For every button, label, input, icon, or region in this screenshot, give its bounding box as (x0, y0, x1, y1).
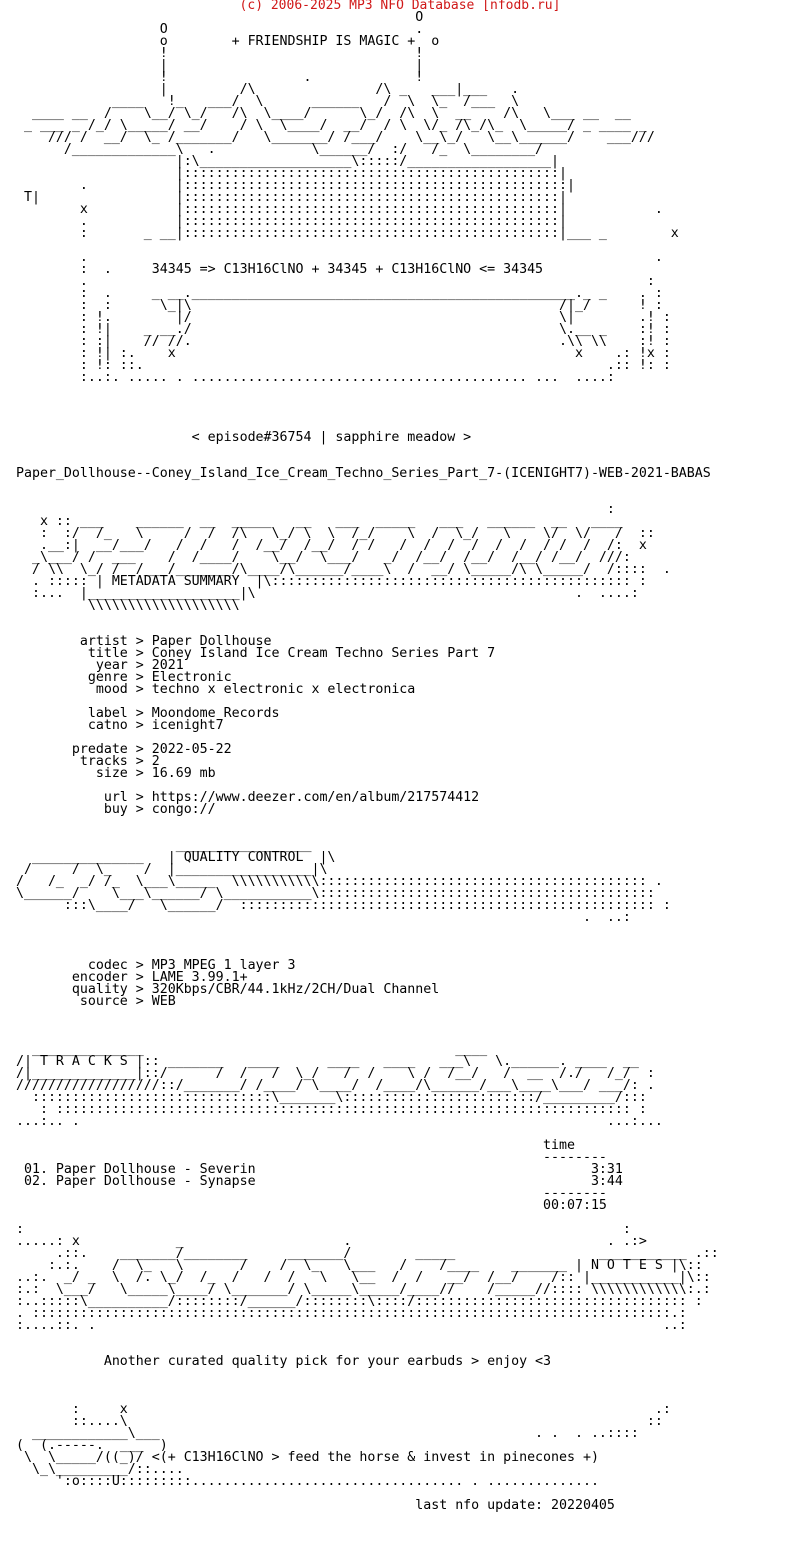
nfo-line: //////////////////::/_______/ /____/ \____/ /____/\______/___\____\___/ ___/: . (16, 1078, 655, 1093)
nfo-line: :..:. ..... . .......................................... ... ....: (16, 370, 615, 385)
nfo-line: label > Moondome Records (16, 706, 280, 721)
nfo-line: : _ __|:::::::::::::::::::::::::::::::::::::::::::::::|___ _ x (16, 226, 679, 241)
nfo-line: _ ___ _ /_/ \_____/ __/ / \ \____/ __/ / \ \/_ /\_/\_ \_____/ _ ____ _ (16, 118, 647, 133)
nfo-line: 02. Paper Dollhouse - Synapse 3:44 (16, 1174, 623, 1189)
nfo-line: O . (16, 22, 424, 37)
nfo-line: encoder > LAME 3.99.1+ (16, 970, 248, 985)
nfo-text (16, 12, 719, 1512)
nfo-line: tracks > 2 (16, 754, 160, 769)
nfo-line: : :::::::::::::::::::::::::::::::::::::::::::::::::::::::::::::::::::::::: : (16, 1102, 647, 1117)
nfo-line: . |:::::::::::::::::::::::::::::::::::::::::::::::| (16, 214, 567, 229)
nfo-line: -------- (16, 1186, 607, 1201)
nfo-line: |:::::::::::::::::::::::::::::::::::::::::::::::| (16, 166, 567, 181)
nfo-line: artist > Paper Dollhouse (16, 634, 272, 649)
nfo-line: .::. _______/________ _______/ _____ ___________ .:: (16, 1246, 719, 1261)
nfo-line: : :/ /_ \ / / /\ \_/ \ \ /_/ \ / \_/ \ \/ \/ / :: (16, 526, 655, 541)
nfo-line: ...:.. . ...:... (16, 1114, 663, 1129)
nfo-line: 00:07:15 (16, 1198, 607, 1213)
nfo-line: x |:::::::::::::::::::::::::::::::::::::::::::::::| . (16, 202, 663, 217)
nfo-line: .....: x _ . . .:> (16, 1234, 647, 1249)
nfo-line: predate > 2022-05-22 (16, 742, 232, 757)
nfo-line: ____________\___ . . . ..:::: (16, 1426, 639, 1441)
nfo-line: title > Coney Island Ice Cream Techno Series Part 7 (16, 646, 496, 661)
nfo-line: ..:. _/ _ \ /. \_/ /_ / / / \ \__ / / __/ /__/ /:: |___________|\:: (16, 1270, 711, 1285)
nfo-line: -------- (16, 1150, 607, 1165)
nfo-line: quality > 320Kbps/CBR/44.1kHz/2CH/Dual Channel (16, 982, 440, 997)
nfo-line: /|_____________|::/ / / / \_/ / / \ / /__/ / __ /./ /_/ : (16, 1066, 655, 1081)
nfo-line: . |::::::::::::::::::::::::::::::::::::::::::::::::| (16, 178, 575, 193)
nfo-line: : :| // //. .\\ \\ :! : (16, 334, 671, 349)
nfo-line: url > https://www.deezer.com/en/album/217574412 (16, 790, 480, 805)
nfo-line: < episode#36754 | sapphire meadow > (16, 430, 472, 445)
nfo-line: \_\_________/::.... (16, 1462, 184, 1477)
nfo-line: ::....\ :: (16, 1414, 663, 1429)
nfo-line: : : (16, 1222, 631, 1237)
nfo-line: / / \_ / |_________________|\ (16, 862, 328, 877)
nfo-line: ! ! (16, 46, 424, 61)
nfo-line: Another curated quality pick for your earbuds > enjoy <3 (16, 1354, 552, 1369)
nfo-line: Paper_Dollhouse--Coney_Island_Ice_Cream_Techno_Series_Part_7-(ICENIGHT7)-WEB-2021-BABAS (16, 466, 711, 481)
nfo-line: ':o::::U:::::::::.................................. . .............. (16, 1474, 599, 1489)
nfo-line: _\___/ / ___ / /____/ \__/ \___/ _/ /__/ /__/ /__/ /__/ ///: (16, 550, 631, 565)
nfo-line: x :: ___ ______ __ _____ __ ___ _____ ___ ______ __ ____ (16, 514, 623, 529)
nfo-line: source > WEB (16, 994, 176, 1009)
nfo-line: : !| :. x x .: !x : (16, 346, 671, 361)
nfo-line: :::\____/ \______/ :::::::::::::::::::::::::::::::::::::::::::::::::::: : (16, 898, 671, 913)
nfo-line: codec > MP3 MPEG 1 layer 3 (16, 958, 296, 973)
nfo-line: last nfo update: 20220405 (16, 1498, 615, 1513)
nfo-line: : !| _ __./ \.__ _ :! : (16, 322, 671, 337)
nfo-line: /// / __/ \_ /_______/ \_______/ /___/ \__\_/ \__\______/ ___/// (16, 130, 655, 145)
nfo-line: . ::::: | METADATA SUMMARY |\::::::::::::::::::::::::::::::::::::::::::::: : (16, 574, 647, 589)
nfo-line: : : \_|\ /|_/ ! : (16, 298, 663, 313)
nfo-line: :.: \___/ \_____\____/ \_______/ \_____\_____/____// /_____//:::: \\\\\\\\\\\\:.: (16, 1282, 711, 1297)
nfo-line: buy > congo:// (16, 802, 216, 817)
nfo-line: _________________ (16, 838, 312, 853)
nfo-line: time (16, 1138, 575, 1153)
nfo-line: \\\\\\\\\\\\\\\\\\\ (16, 598, 240, 613)
nfo-line: T| |:::::::::::::::::::::::::::::::::::::::::::::::| (16, 190, 567, 205)
nfo-line: :... |___________________|\ . ....: (16, 586, 639, 601)
nfo-line: :.:. / \_ \ / / \_ \___ / /____ _______ | N O T E S |\:: (16, 1258, 703, 1273)
nfo-line: genre > Electronic (16, 670, 232, 685)
nfo-line: |:\___________________\:::::/__________________| (16, 154, 560, 169)
nfo-line: \ \_____/((_)/ <(+ C13H16ClNO > feed the horse & invest in pinecones +) (16, 1450, 599, 1465)
nfo-line: ____ !_ ___/ \ ______ / \ \_ /___ \ (16, 94, 520, 109)
nfo-line: ! . ! (16, 70, 424, 85)
nfo-line: / /_ _/ /_ \___\_____ \\\\\\\\\\\::::::::::::::::::::::::::::::::::::::::: . (16, 874, 663, 889)
nfo-line: mood > techno x electronic x electronica (16, 682, 416, 697)
nfo-line: . ::::::::::::::::::::::::::::::::::::::::::::::::::::::::::::::::::::::::::::::::.: (16, 1306, 687, 1321)
nfo-line: :....::. . ..: (16, 1318, 687, 1333)
nfo-line: : (16, 502, 615, 517)
nfo-line: . . (16, 250, 663, 265)
nfo-line: /_____________\ . \______/ :/ /_ \________/ (16, 142, 544, 157)
nfo-line: o + FRIENDSHIP IS MAGIC + o (16, 34, 440, 49)
nfo-line: ____ __ / \__/ \_/ /\ \____/ \_/ /\ \ __ /\ \___ __ __ (16, 106, 631, 121)
nfo-line: catno > icenight7 (16, 718, 224, 733)
nfo-line: | | (16, 58, 424, 73)
nfo-line: .__:| __/___/ / / / /__/ /__/ / / / / / / / / / / / /: x (16, 538, 647, 553)
nfo-line: : !. |/ \| .! : (16, 310, 671, 325)
site-header: (c) 2006-2025 MP3 NFO Database [nfodb.ru] (239, 0, 561, 13)
nfo-line: \______/ \___\______/ \___________\:::::::::::::::::::::::::::::::::::::::::: (16, 886, 655, 901)
nfo-line: ______________ | QUALITY CONTROL |\ (16, 850, 336, 865)
nfo-line: ( (.-----. ___ ) (16, 1438, 168, 1453)
nfo-line: size > 16.69 mb (16, 766, 216, 781)
nfo-line: / \\ \_/ / /___/_______/\____/\______/____\ / __/ \_____/\ \_____/ /:::: . (16, 562, 671, 577)
nfo-line: : !: ::. .:: !: : (16, 358, 671, 373)
nfo-line: 01. Paper Dollhouse - Severin 3:31 (16, 1162, 623, 1177)
nfo-line: O (16, 10, 424, 25)
nfo-line: : . 34345 => C13H16ClNO + 34345 + C13H16ClNO <= 34345 (16, 262, 544, 277)
nfo-line: : x .: (16, 1402, 671, 1417)
nfo-line: year > 2021 (16, 658, 184, 673)
nfo-line: | /\ /\ _ ___|___ . (16, 82, 520, 97)
nfo-line: ::::::::::::::::::::::::::::::\_______\::::::::::::::::::::::::/_________/::: (16, 1090, 647, 1105)
nfo-line: . ..: (16, 910, 631, 925)
nfo-line: ______________ ____ (16, 1042, 488, 1057)
nfo-line: :..:::::\__________/::::::::/______/::::::::\::::/:::::::::::::::::::::::::::::::::: : (16, 1294, 703, 1309)
nfo-line: : . _ __.________________________________________________._ _ . : (16, 286, 663, 301)
nfo-line: /| T R A C K S |:: _______ ____ ____ ____ ___\ \.______. ____ __ (16, 1054, 639, 1069)
nfo-line: . : (16, 274, 655, 289)
